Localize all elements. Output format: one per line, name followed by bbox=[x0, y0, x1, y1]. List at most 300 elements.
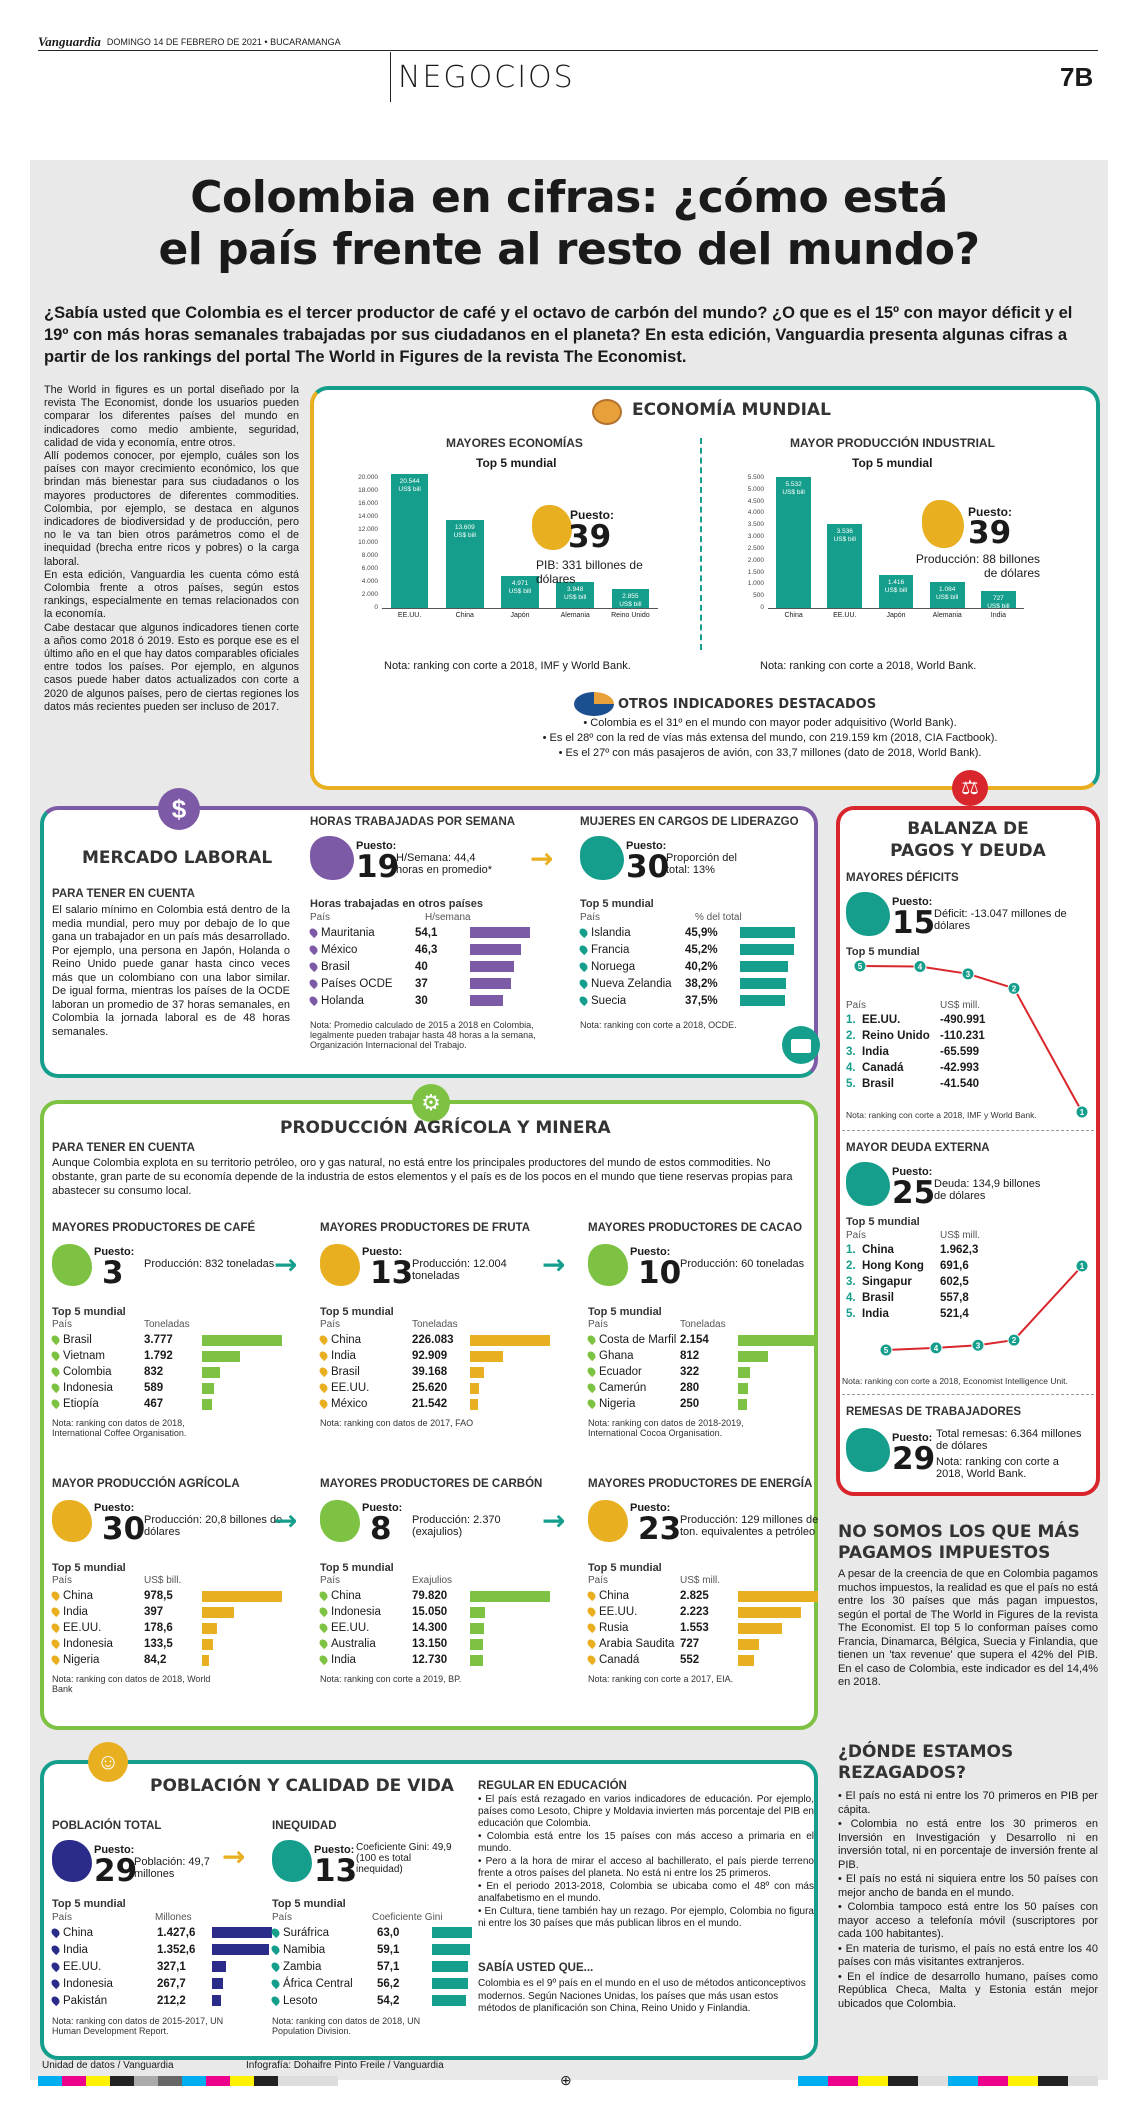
bar bbox=[432, 1927, 472, 1938]
country-name: Brasil bbox=[321, 960, 350, 973]
pin-icon bbox=[318, 1622, 329, 1633]
table-row bbox=[52, 1348, 240, 1364]
block-note: Nota: ranking con datos de 2018, World Bank bbox=[52, 1674, 211, 1694]
bar bbox=[212, 1927, 272, 1938]
bar bbox=[202, 1351, 240, 1362]
country-name: Pakistán bbox=[63, 1994, 108, 2007]
bar bbox=[212, 1978, 223, 1989]
block-sub: Top 5 mundial bbox=[320, 1306, 394, 1318]
col-header: US$ mill. bbox=[940, 1230, 981, 1241]
x-tick: EE.UU. bbox=[397, 612, 422, 619]
bar bbox=[470, 944, 521, 955]
bar-unit: US$ bill bbox=[453, 531, 476, 539]
bar bbox=[470, 1607, 485, 1618]
table-row bbox=[52, 1620, 217, 1636]
colombia-map-icon bbox=[580, 836, 624, 880]
country-name: China bbox=[862, 1244, 894, 1256]
value: 2.223 bbox=[680, 1606, 709, 1618]
value: 397 bbox=[144, 1606, 164, 1618]
arrow-icon: → bbox=[222, 1840, 246, 1873]
table-row bbox=[272, 1975, 472, 1992]
value: 1.427,6 bbox=[157, 1926, 196, 1939]
brand: Vanguardia bbox=[38, 34, 101, 49]
bar bbox=[930, 582, 965, 608]
table-row bbox=[320, 1332, 550, 1348]
value: 37 bbox=[415, 977, 428, 990]
rank: 1. bbox=[846, 1014, 856, 1026]
series-line bbox=[886, 1266, 1082, 1350]
pin-icon bbox=[50, 1606, 61, 1617]
masthead bbox=[38, 32, 341, 52]
bar bbox=[738, 1351, 768, 1362]
country-name: Brasil bbox=[331, 1366, 360, 1378]
edu-item: • En el periodo 2013-2018, Colombia se ubicaba como el 48º con más analfabetismo en el mundo. bbox=[478, 1881, 814, 1905]
date-line: DOMINGO 14 DE FEBRERO DE 2021 • BUCARAMANGA bbox=[106, 37, 341, 47]
bar bbox=[981, 591, 1016, 608]
col-header: US$ mill. bbox=[680, 1575, 721, 1586]
country-name: Camerún bbox=[599, 1382, 647, 1394]
bar-unit: US$ bill bbox=[508, 587, 532, 595]
country bbox=[588, 1654, 680, 1666]
col-header: H/semana bbox=[425, 912, 471, 923]
deuda-title: MAYOR DEUDA EXTERNA bbox=[846, 1142, 990, 1154]
remesas-title: REMESAS DE TRABAJADORES bbox=[846, 1406, 1022, 1418]
scale-icon: ⚖ bbox=[952, 770, 988, 806]
otros-item: • Colombia es el 31º en el mundo con mayor poder adquisitivo (World Bank). bbox=[470, 716, 1070, 730]
table-row bbox=[588, 1380, 748, 1396]
colombia-map-icon bbox=[52, 1840, 92, 1882]
x-axis bbox=[768, 608, 1024, 609]
rank: 5. bbox=[846, 1308, 856, 1320]
rezagados-item: • El país no está ni siquiera entre los 50 países con mejor ancho de banda en el mundo. bbox=[838, 1873, 1098, 1900]
pin-icon bbox=[50, 1978, 61, 1989]
country-name: Nigeria bbox=[63, 1654, 100, 1666]
bar bbox=[212, 1961, 226, 1972]
country-name: Indonesia bbox=[63, 1382, 113, 1394]
point-rank: 1 bbox=[1079, 1262, 1085, 1271]
country-name: China bbox=[63, 1590, 94, 1602]
bar bbox=[432, 1944, 470, 1955]
x-tick: China bbox=[784, 612, 803, 619]
value: 2.825 bbox=[680, 1590, 709, 1602]
pin-icon bbox=[50, 1961, 61, 1972]
point-rank: 3 bbox=[965, 969, 971, 979]
table-row bbox=[52, 1941, 282, 1958]
table-row bbox=[272, 1992, 472, 2009]
mujeres-note: Nota: ranking con corte a 2018, OCDE. bbox=[580, 1020, 737, 1030]
col-header: Toneladas bbox=[144, 1319, 190, 1330]
country bbox=[52, 1995, 157, 2007]
country bbox=[310, 978, 415, 990]
laboral-text: El salario mínimo en Colombia está dentro de la media mundial, pero muy por debajo de lo que gana un trabajador en un país más desarrollado. Por ejemplo, una persona en Japón, Holanda o Reino Unido puede ganar hasta cinco veces más que un colombiano con una labor similar. De igual forma, mientras los países de la OCDE laboran un promedio de 37 horas semanales, en Colombia la jornada laboral es de 48 horas semanales. bbox=[52, 904, 290, 1038]
agro-block bbox=[52, 1222, 302, 1472]
rank: 4. bbox=[846, 1292, 856, 1304]
table-row bbox=[320, 1364, 484, 1380]
people-icon: ☺ bbox=[88, 1742, 128, 1782]
chart-subtitle: Top 5 mundial bbox=[476, 456, 557, 470]
bar bbox=[740, 944, 794, 955]
bar-value: 727 bbox=[992, 594, 1004, 602]
value: 63,0 bbox=[377, 1926, 400, 1939]
col-header: % del total bbox=[695, 912, 742, 923]
pin-icon bbox=[318, 1382, 329, 1393]
country bbox=[272, 1978, 377, 1990]
y-tick: 0 bbox=[760, 604, 764, 611]
intro-text bbox=[44, 384, 299, 714]
y-tick: 12.000 bbox=[358, 526, 378, 533]
country-name: Arabia Saudita bbox=[599, 1638, 675, 1650]
pin-icon bbox=[50, 1382, 61, 1393]
bar bbox=[432, 1978, 468, 1989]
value: 45,9% bbox=[685, 926, 718, 939]
mujeres-title: MUJERES EN CARGOS DE LIDERAZGO bbox=[580, 816, 799, 828]
total-title: POBLACIÓN TOTAL bbox=[52, 1820, 162, 1832]
pin-icon bbox=[318, 1590, 329, 1601]
pin-icon bbox=[270, 1995, 281, 2006]
block-desc: Producción: 12.004 toneladas bbox=[412, 1258, 507, 1282]
agro-text: Aunque Colombia explota en su territorio petróleo, oro y gas natural, no está entre los principales productores del mundo de estos commodities. No obstante, gran parte de su economía depende de la industria de estos elementos y el país es de los pocos en el mundo que tiene reservas propias para abastecer su consumo local. bbox=[52, 1157, 793, 1197]
table-row bbox=[272, 1958, 472, 1975]
col-header: Coeficiente Gini bbox=[372, 1912, 443, 1923]
country-name: China bbox=[63, 1926, 94, 1939]
bar bbox=[501, 576, 539, 608]
value: 45,2% bbox=[685, 943, 718, 956]
pin-icon bbox=[578, 927, 589, 938]
country-name: Australia bbox=[331, 1638, 376, 1650]
country-name: Ghana bbox=[599, 1350, 634, 1362]
pin-icon bbox=[578, 978, 589, 989]
country bbox=[310, 927, 415, 939]
bar bbox=[738, 1591, 818, 1602]
country-name: EE.UU. bbox=[63, 1622, 102, 1634]
intro-p: Cabe destacar que algunos indicadores tienen corte a años como 2018 ó 2019. Esto es porque ese es el último año en el que hay datos comparables oficiales entre todos los países. Por ejemplo, en algunos casos puede haber datos actualizados con corte a 2020 de algunos países, pero de ciertas regiones los datos más recientes pueden ser incluso de 2017. bbox=[44, 621, 299, 713]
value: 3.777 bbox=[144, 1334, 173, 1346]
bar-value: 3.536 bbox=[836, 528, 853, 536]
col-header: País bbox=[52, 1575, 73, 1586]
bar bbox=[470, 995, 503, 1006]
country-name: Holanda bbox=[321, 994, 364, 1007]
rule bbox=[38, 50, 1098, 51]
country-name: Colombia bbox=[63, 1366, 112, 1378]
block-desc: Producción: 2.370 (exajulios) bbox=[412, 1514, 501, 1538]
edu-item: • Pero a la hora de mirar el acceso al bachillerato, el país pierde terreno frente a otros países del planeta. No está ni entre los 25 primeros. bbox=[478, 1856, 814, 1880]
arrow-icon: → bbox=[274, 1248, 298, 1281]
y-tick: 2.500 bbox=[747, 544, 764, 552]
register-mark-icon: ⊕ bbox=[560, 2072, 572, 2088]
bar bbox=[470, 978, 511, 989]
country bbox=[320, 1334, 412, 1346]
x-tick: Alemania bbox=[560, 612, 590, 619]
bar bbox=[738, 1655, 754, 1666]
agro-block bbox=[588, 1222, 838, 1472]
value: 602,5 bbox=[940, 1276, 969, 1288]
country bbox=[310, 961, 415, 973]
rezagados-item: • Colombia tampoco está entre los 50 países con mayor acceso a telefonía móvil (suscriptores por cada 100 habitantes). bbox=[838, 1901, 1098, 1942]
y-tick: 3.000 bbox=[747, 533, 764, 541]
bar bbox=[470, 1383, 479, 1394]
intro-p: The World in figures es un portal diseñado por la revista The Economist, donde los usuarios pueden comparar los diferentes países del mundo en indicadores como medio ambiente, seguridad, calidad de vida y economía, entre otros. bbox=[44, 384, 299, 449]
table-row bbox=[310, 992, 560, 1009]
pin-icon bbox=[586, 1398, 597, 1409]
pin-icon bbox=[578, 961, 589, 972]
pin-icon bbox=[308, 927, 319, 938]
puesto-value: 25 bbox=[892, 1175, 936, 1211]
pin-icon bbox=[586, 1654, 597, 1665]
puesto-value: 19 bbox=[356, 849, 400, 885]
x-tick: EE.UU. bbox=[833, 612, 857, 619]
color-bar bbox=[798, 2076, 1098, 2086]
edu-item: • En Cultura, tiene también hay un rezago. Por ejemplo, Colombia no figura ni entre los 30 países que más publican libros en el mundo. bbox=[478, 1906, 814, 1930]
table-row bbox=[52, 1652, 209, 1668]
horas-desc: H/Semana: 44,4 horas en promedio* bbox=[396, 852, 493, 876]
country bbox=[52, 1622, 144, 1634]
horas-title: HORAS TRABAJADAS POR SEMANA bbox=[310, 816, 516, 828]
block-desc: Producción: 20,8 billones de dólares bbox=[144, 1514, 283, 1538]
pin-icon bbox=[270, 1927, 281, 1938]
country-name: Ecuador bbox=[599, 1366, 642, 1378]
bar bbox=[470, 1367, 484, 1378]
country bbox=[320, 1590, 412, 1602]
col-header: País bbox=[52, 1912, 73, 1923]
block-sub: Top 5 mundial bbox=[52, 1562, 126, 1574]
puesto-label: Puesto: bbox=[362, 1246, 403, 1258]
table-row bbox=[588, 1588, 818, 1604]
x-tick: China bbox=[455, 612, 474, 619]
country-name: Hong Kong bbox=[862, 1260, 924, 1272]
value: 46,3 bbox=[415, 943, 438, 956]
puesto-value: 10 bbox=[638, 1255, 682, 1291]
bar bbox=[740, 961, 788, 972]
bar-unit: US$ bill bbox=[987, 602, 1010, 610]
country-name: India bbox=[63, 1606, 88, 1618]
puesto-value: 13 bbox=[370, 1255, 414, 1291]
puesto-label: Puesto: bbox=[626, 840, 667, 852]
pin-icon bbox=[308, 944, 319, 955]
edu-item: • Colombia está entre los 15 países con más acceso a primaria en el mundo. bbox=[478, 1831, 814, 1855]
rezagados-list bbox=[838, 1790, 1098, 2012]
footer-unidad: Unidad de datos / Vanguardia bbox=[42, 2060, 174, 2071]
sabia-text: Colombia es el 9º país en el mundo en el uso de métodos anticonceptivos modernos. Según Naciones Unidas, los países que más usan estos métodos de planificación son China, Reino Unido y Finlandia. bbox=[478, 1978, 806, 2014]
laboral-title: MERCADO LABORAL bbox=[82, 848, 273, 868]
col-header: País bbox=[310, 912, 331, 923]
rule bbox=[390, 52, 391, 102]
puesto-value: 8 bbox=[370, 1511, 392, 1547]
puesto-label: Puesto: bbox=[94, 1246, 135, 1258]
table-row bbox=[52, 1636, 213, 1652]
block-sub: Top 5 mundial bbox=[588, 1562, 662, 1574]
country bbox=[310, 944, 415, 956]
colombia-map-icon bbox=[846, 892, 890, 936]
country bbox=[320, 1398, 412, 1410]
country bbox=[272, 1995, 377, 2007]
col-header: US$ bill. bbox=[144, 1575, 182, 1586]
table-row bbox=[588, 1636, 759, 1652]
puesto-value: 29 bbox=[892, 1441, 936, 1477]
y-tick: 1.500 bbox=[747, 568, 764, 576]
colombia-map-icon bbox=[588, 1244, 628, 1286]
col-header: Exajulios bbox=[412, 1575, 453, 1586]
table-row bbox=[580, 924, 800, 941]
mujeres-table bbox=[580, 924, 800, 1009]
poblacion-title: POBLACIÓN Y CALIDAD DE VIDA bbox=[150, 1776, 454, 1796]
bar bbox=[202, 1639, 213, 1650]
value: 250 bbox=[680, 1398, 700, 1410]
bar-value: 5.532 bbox=[785, 481, 802, 489]
table-row bbox=[272, 1941, 472, 1958]
mujeres-desc: Proporción del total: 13% bbox=[666, 852, 737, 876]
rank: 2. bbox=[846, 1260, 856, 1272]
country bbox=[588, 1366, 680, 1378]
value: 812 bbox=[680, 1350, 700, 1362]
bar bbox=[738, 1335, 818, 1346]
bar bbox=[202, 1607, 234, 1618]
pin-icon bbox=[50, 1927, 61, 1938]
value: 54,2 bbox=[377, 1994, 400, 2007]
country-name: EE.UU. bbox=[331, 1622, 370, 1634]
value: 1.352,6 bbox=[157, 1943, 196, 1956]
puesto-label: Puesto: bbox=[362, 1502, 403, 1514]
value: -65.599 bbox=[940, 1046, 980, 1058]
value: -42.993 bbox=[940, 1062, 980, 1074]
value: 21.542 bbox=[412, 1398, 448, 1410]
value: 56,2 bbox=[377, 1977, 400, 1990]
value: 54,1 bbox=[415, 926, 438, 939]
country-name: Canadá bbox=[599, 1654, 640, 1666]
y-tick: 14.000 bbox=[358, 513, 378, 520]
colombia-map-icon bbox=[846, 1162, 890, 1206]
country bbox=[320, 1382, 412, 1394]
country-name: Nigeria bbox=[599, 1398, 636, 1410]
bar bbox=[470, 1351, 503, 1362]
rank: 3. bbox=[846, 1046, 856, 1058]
chart-title: MAYOR PRODUCCIÓN INDUSTRIAL bbox=[790, 436, 995, 450]
col-header: País bbox=[846, 1230, 867, 1241]
country bbox=[580, 944, 685, 956]
table-row bbox=[320, 1348, 503, 1364]
country-name: Namibia bbox=[283, 1943, 326, 1956]
value: 832 bbox=[144, 1366, 164, 1378]
table-row bbox=[320, 1620, 484, 1636]
value: 280 bbox=[680, 1382, 700, 1394]
bar bbox=[738, 1383, 748, 1394]
y-tick: 500 bbox=[753, 592, 764, 600]
economia-title: ECONOMÍA MUNDIAL bbox=[632, 400, 831, 420]
block-title: MAYORES PRODUCTORES DE ENERGÍA bbox=[588, 1478, 813, 1490]
rank: 2. bbox=[846, 1030, 856, 1042]
country bbox=[52, 1944, 157, 1956]
puesto-label: Puesto: bbox=[570, 508, 615, 522]
block-title: MAYORES PRODUCTORES DE CACAO bbox=[588, 1222, 803, 1234]
country-name: Indonesia bbox=[331, 1606, 381, 1618]
table-row bbox=[52, 1332, 282, 1348]
table-row bbox=[320, 1588, 550, 1604]
value: 322 bbox=[680, 1366, 700, 1378]
value: 467 bbox=[144, 1398, 164, 1410]
col-header: País bbox=[846, 1000, 867, 1011]
table-row bbox=[320, 1652, 483, 1668]
country bbox=[580, 978, 685, 990]
x-tick: Japón bbox=[886, 612, 906, 619]
col-header: País bbox=[320, 1319, 341, 1330]
col-header: País bbox=[320, 1575, 341, 1586]
agro-block bbox=[320, 1222, 570, 1472]
rank: 1. bbox=[846, 1244, 856, 1256]
bar bbox=[202, 1655, 209, 1666]
country bbox=[52, 1350, 144, 1362]
y-tick: 0 bbox=[374, 604, 378, 611]
pin-icon bbox=[586, 1350, 597, 1361]
arrow-icon: → bbox=[274, 1504, 298, 1537]
value: 30 bbox=[415, 994, 428, 1007]
country bbox=[588, 1398, 680, 1410]
y-tick: 5.500 bbox=[747, 474, 764, 481]
block-desc: Producción: 129 millones de ton. equivalentes a petróleo bbox=[680, 1514, 819, 1538]
bar bbox=[740, 978, 786, 989]
pin-icon bbox=[50, 1995, 61, 2006]
country bbox=[320, 1366, 412, 1378]
pin-icon bbox=[318, 1638, 329, 1649]
y-tick: 18.000 bbox=[358, 487, 378, 494]
value: 14.300 bbox=[412, 1622, 448, 1634]
country-name: Noruega bbox=[591, 960, 636, 973]
puesto-label: Puesto: bbox=[892, 896, 933, 908]
value: -490.991 bbox=[940, 1014, 986, 1026]
value: 1.962,3 bbox=[940, 1244, 979, 1256]
table-row bbox=[310, 975, 560, 992]
puesto-label: Puesto: bbox=[968, 505, 1013, 519]
pin-icon bbox=[50, 1590, 61, 1601]
puesto-value: 3 bbox=[102, 1255, 124, 1291]
agro-block bbox=[52, 1478, 302, 1728]
title-line: PAGOS Y DEUDA bbox=[890, 841, 1046, 861]
table-row bbox=[52, 1364, 220, 1380]
bar bbox=[612, 589, 650, 608]
chart-pie-icon bbox=[574, 692, 614, 718]
y-tick: 10.000 bbox=[358, 539, 378, 546]
bar bbox=[470, 1399, 478, 1410]
bar bbox=[470, 927, 530, 938]
puesto-value: 39 bbox=[968, 515, 1012, 551]
table-row bbox=[320, 1380, 479, 1396]
table-row bbox=[580, 992, 800, 1009]
bar bbox=[470, 1591, 550, 1602]
country bbox=[588, 1334, 680, 1346]
chart-subtitle: Top 5 mundial bbox=[852, 456, 933, 470]
country-name: India bbox=[862, 1046, 889, 1058]
table-row bbox=[846, 1012, 1046, 1028]
horas-sub: Horas trabajadas en otros países bbox=[310, 898, 484, 910]
value: -41.540 bbox=[940, 1078, 980, 1090]
table-row bbox=[52, 1992, 282, 2009]
pin-icon bbox=[308, 995, 319, 1006]
bar bbox=[740, 927, 795, 938]
remesas-note: Nota: ranking con corte a 2018, World Bank. bbox=[936, 1456, 1059, 1480]
country-name: EE.UU. bbox=[331, 1382, 370, 1394]
pin-icon bbox=[586, 1366, 597, 1377]
rezagados-item: • Colombia no está entre los 30 primeros en Inversión en Investigación y Desarrollo ni en inversión total, ni en porcentaje de inversión frente al PIB. bbox=[838, 1818, 1098, 1872]
ineq-sub: Top 5 mundial bbox=[272, 1898, 346, 1910]
impuestos-title: NO SOMOS LOS QUE MÁS PAGAMOS IMPUESTOS bbox=[838, 1522, 1080, 1563]
bar bbox=[738, 1607, 801, 1618]
country-name: Francia bbox=[591, 943, 630, 956]
rank: 5. bbox=[846, 1078, 856, 1090]
country bbox=[272, 1961, 377, 1973]
country bbox=[52, 1654, 144, 1666]
title-line: el país frente al resto del mundo? bbox=[158, 224, 980, 275]
main-title bbox=[30, 172, 1108, 276]
block-note: Nota: ranking con datos de 2018, International Coffee Organisation. bbox=[52, 1418, 187, 1438]
bar-value: 4.971 bbox=[511, 579, 529, 587]
